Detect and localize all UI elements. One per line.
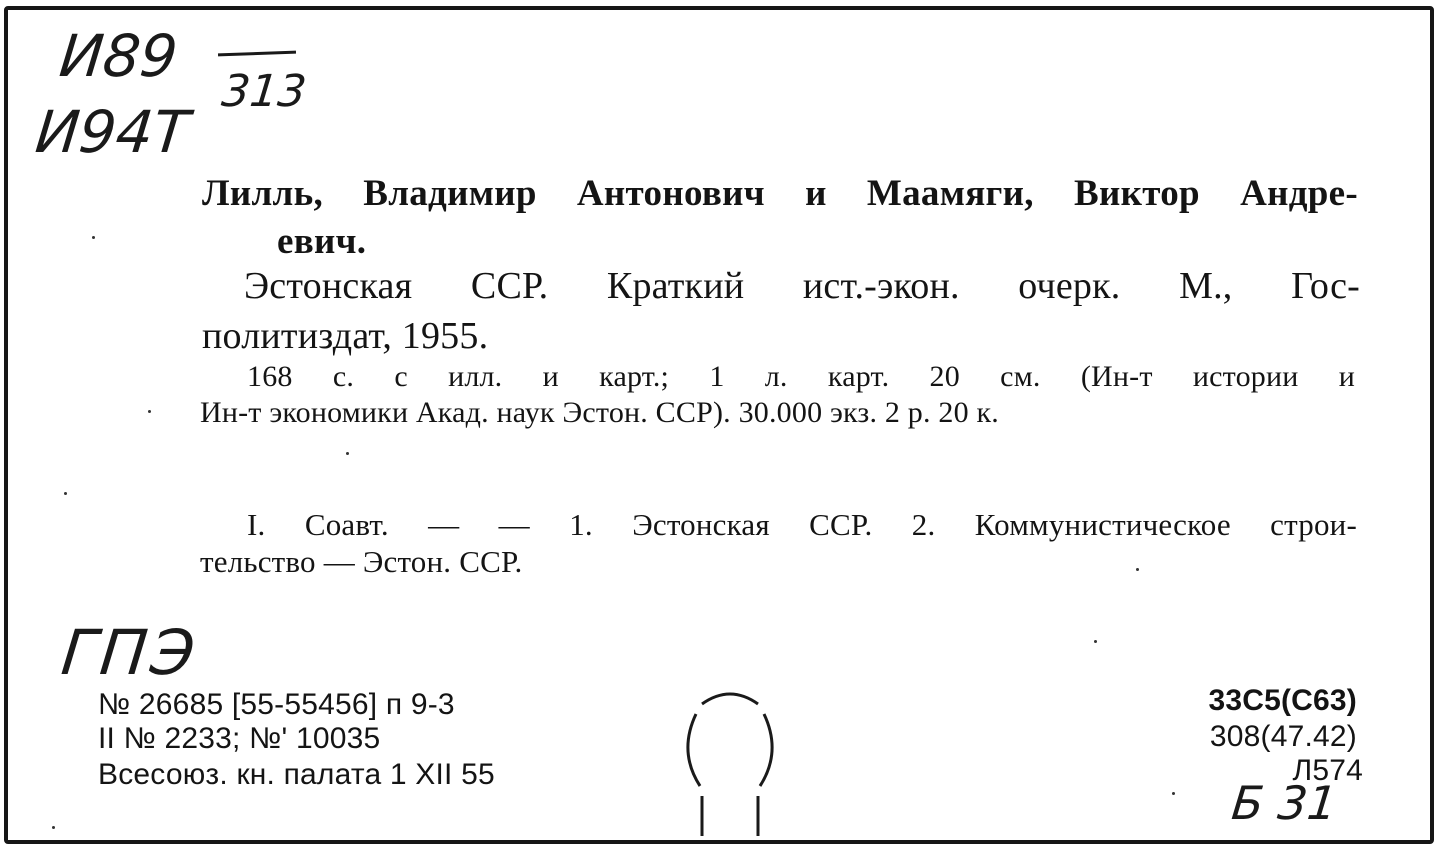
tracings-block [247, 507, 1357, 543]
tracings-line2: тельство — Эстон. ССР. [200, 544, 523, 579]
shelfmark-handwritten-1: И89 [56, 22, 181, 90]
author-heading-line2: евич. [277, 221, 367, 262]
tracings-line1: I. Соавт. — — 1. Эстонская ССР. 2. Коммунистическое строи- [247, 507, 1357, 542]
speck [64, 492, 67, 495]
registry-line2: II № 2233; №' 10035 [98, 722, 381, 755]
punch-hole [684, 686, 776, 856]
collection-handwritten: ГПЭ [58, 616, 203, 689]
speck [1136, 568, 1139, 571]
location-handwritten: Б 31 [1229, 776, 1340, 830]
speck [52, 826, 55, 829]
speck [346, 452, 349, 455]
classification-line2: 308(47.42) [1209, 720, 1357, 753]
title-line1: Эстонская ССР. Краткий ист.-экон. очерк. М., Гос- [244, 265, 1360, 307]
registry-line1: № 26685 [55-55456] п 9-3 [98, 688, 455, 721]
classification-line3: Л574 [1292, 754, 1363, 787]
title-line2: политиздат, 1955. [202, 315, 489, 357]
speck [148, 410, 151, 413]
physical-line1: 168 с. с илл. и карт.; 1 л. карт. 20 см. (Ин-т истории и [247, 360, 1355, 393]
title-block [244, 264, 1360, 308]
registry-line3: Всесоюз. кн. палата 1 XII 55 [98, 758, 495, 791]
author-heading-line1: Лилль, Владимир Антонович и Маамяги, Виктор Андре- [202, 173, 1358, 214]
physical-line2: Ин-т экономики Акад. наук Эстон. ССР). 30.000 экз. 2 р. 20 к. [200, 396, 999, 429]
shelfmark-superscript: 313 [219, 66, 309, 117]
heading-block [202, 172, 1358, 215]
physical-block [247, 360, 1355, 394]
classification-line1: 33С5(С63) [1208, 684, 1357, 717]
speck [1172, 792, 1175, 795]
speck [92, 236, 95, 239]
shelfmark-handwritten-2: И94Т [32, 98, 193, 166]
speck [1094, 640, 1097, 643]
